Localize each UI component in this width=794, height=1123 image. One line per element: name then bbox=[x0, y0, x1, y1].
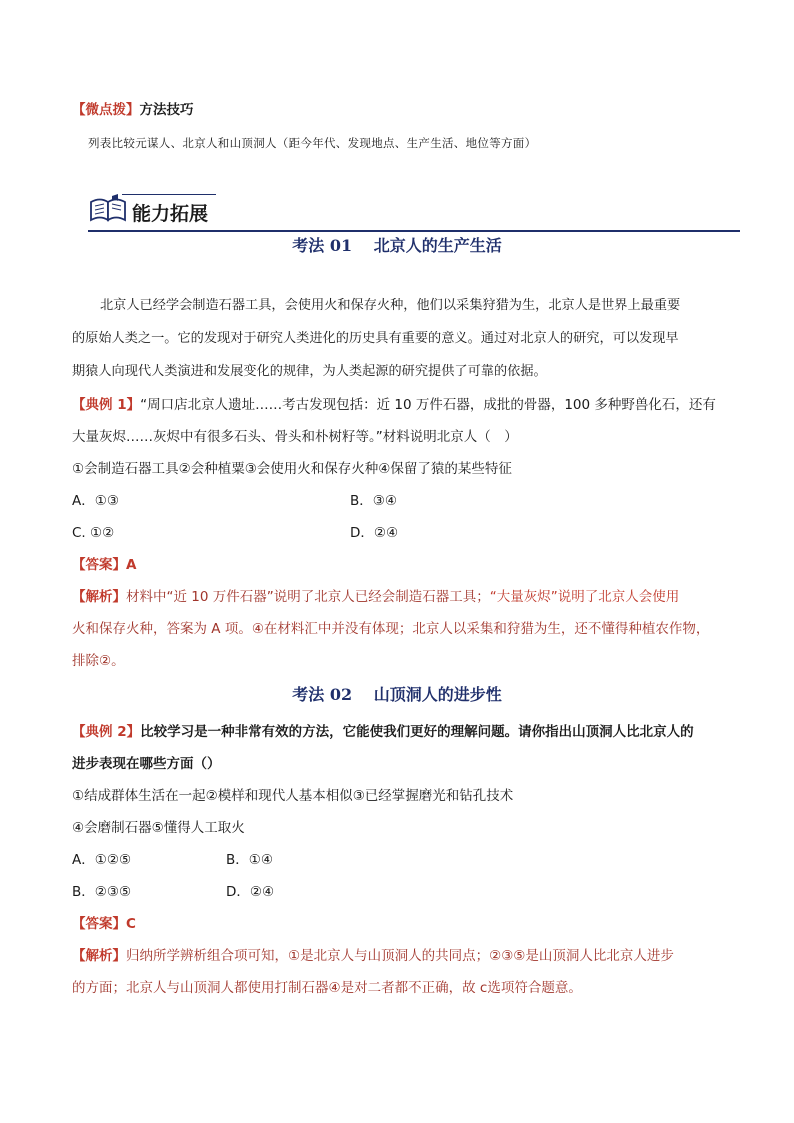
example1-question-line-2: 大量灰烬……灰烬中有很多石头、骨头和朴树籽等。”材料说明北京人（ ） bbox=[72, 429, 518, 445]
example2-option-a: A．①②⑤ bbox=[72, 852, 132, 868]
method1-heading: 考法 01 北京人的生产生活 bbox=[292, 236, 502, 255]
example2-option-c: B．②③⑤ bbox=[72, 884, 132, 900]
example1-option-c: C. ①② bbox=[72, 525, 115, 541]
method2-heading: 考法 02 山顶洞人的进步性 bbox=[292, 685, 502, 704]
example1-option-d: D．②④ bbox=[350, 525, 399, 541]
example1-analysis-line-1 bbox=[72, 587, 679, 607]
example2-option-d: D．②④ bbox=[226, 884, 275, 900]
open-book-icon bbox=[88, 192, 128, 224]
example1-answer-tag: 【答案】 bbox=[72, 557, 126, 573]
method1-intro-line-2: 的原始人类之一。它的发现对于研究人类进化的历史具有重要的意义。通过对北京人的研究，可以发现早 bbox=[72, 331, 679, 346]
example1-option-a: A．①③ bbox=[72, 493, 119, 509]
example1-question-line-1 bbox=[72, 395, 716, 415]
banner-top-rule bbox=[122, 194, 216, 195]
example2-items-2: ④会磨制石器⑤懂得人工取火 bbox=[72, 820, 245, 836]
example2-option-b: B．①④ bbox=[226, 852, 273, 868]
method1-intro-line-3: 期猿人向现代人类演进和发展变化的规律，为人类起源的研究提供了可靠的依据。 bbox=[72, 364, 547, 379]
tip-title: 方法技巧 bbox=[139, 102, 194, 118]
tip-tag: 【微点拨】 bbox=[72, 102, 140, 118]
example2-analysis-line-1 bbox=[72, 946, 674, 966]
example2-items-1: ①结成群体生活在一起②模样和现代人基本相似③已经掌握磨光和钻孔技术 bbox=[72, 788, 514, 804]
example2-analysis-text-1: 归纳所学辨析组合项可知，①是北京人与山顶洞人的共同点；②③⑤是山顶洞人比北京人进步 bbox=[126, 948, 674, 964]
method1-intro-line-1: 北京人已经学会制造石器工具，会使用火和保存火种，他们以采集狩猎为生，北京人是世界上最重要 bbox=[100, 298, 681, 313]
example2-answer-tag: 【答案】 bbox=[72, 916, 126, 932]
example2-tag: 【典例 2】 bbox=[72, 724, 141, 740]
example2-question-line-2: 进步表现在哪些方面（） bbox=[72, 756, 221, 772]
example2-question-text-1: 比较学习是一种非常有效的方法，它能使我们更好的理解问题。请你指出山顶洞人比北京人的 bbox=[140, 724, 694, 740]
example1-items: ①会制造石器工具②会种植粟③会使用火和保存火种④保留了猿的某些特征 bbox=[72, 461, 512, 477]
section-banner bbox=[88, 188, 740, 234]
example1-question-text-1: “周口店北京人遗址……考古发现包括：近 10 万件石器，成批的骨器，100 多种野兽化石，还有 bbox=[140, 397, 716, 413]
example1-analysis-text-1b: “大量灰烬”说明了北京人会使用 bbox=[489, 589, 680, 605]
tip-text: 列表比较元谋人、北京人和山顶洞人（距今年代、发现地点、生产生活、地位等方面） bbox=[88, 136, 537, 150]
example1-analysis-tag: 【解析】 bbox=[72, 589, 126, 605]
example1-answer-value: A bbox=[126, 557, 137, 573]
example1-analysis-line-2: 火和保存火种，答案为 A 项。④在材料汇中并没有体现；北京人以采集和狩猎为生，还不懂得种植农作物， bbox=[72, 621, 710, 637]
example2-question-line-1 bbox=[72, 722, 694, 742]
example1-analysis-text-1a: 材料中“近 10 万件石器”说明了北京人已经会制造石器工具； bbox=[126, 589, 490, 605]
example1-analysis-line-3: 排除②。 bbox=[72, 653, 125, 669]
example2-analysis-tag: 【解析】 bbox=[72, 948, 126, 964]
example2-answer-value: C bbox=[126, 916, 136, 932]
example2-analysis-line-2: 的方面；北京人与山顶洞人都使用打制石器④是对二者都不正确，故 c选项符合题意。 bbox=[72, 980, 582, 996]
example1-option-b: B．③④ bbox=[350, 493, 397, 509]
example2-answer bbox=[72, 914, 136, 934]
example1-answer bbox=[72, 555, 136, 575]
section-title: 能力拓展 bbox=[132, 203, 209, 225]
example1-tag: 【典例 1】 bbox=[72, 397, 141, 413]
tip-header bbox=[72, 100, 194, 120]
banner-bottom-rule bbox=[88, 230, 740, 232]
